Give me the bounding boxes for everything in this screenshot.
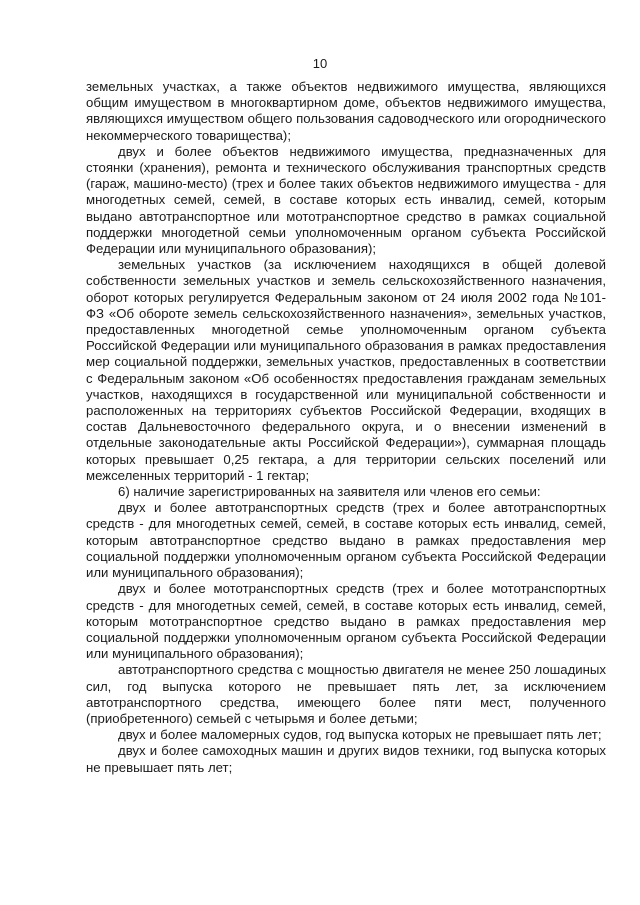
- paragraph: земельных участков (за исключением находящихся в общей долевой собственности земельных участков и земель сельскохозяйственного назначения, оборот которых регулируется Федеральным законом от 24 июля 2002 года №101-ФЗ «Об обороте земель сельскохозяйственного назначения», земельных участков, предоставленных многодетной семье уполномоченным органом субъекта Российской Федерации или муниципального образования в рамках предоставления мер социальной поддержки, земельных участков, предоставленных в соответствии с Федеральным законом «Об особенностях предоставления гражданам земельных участков, находящихся в государственной или муниципальной собственности и расположенных на территориях субъектов Российской Федерации, входящих в состав Дальневосточного федерального округа, и о внесении изменений в отдельные законодательные акты Российской Федерации»), суммарная площадь которых превышает 0,25 гектара, а для территории сельских поселений или межселенных территорий - 1 гектар;: [86, 257, 606, 483]
- paragraph: 6) наличие зарегистрированных на заявителя или членов его семьи:: [118, 484, 541, 500]
- document-body: [86, 79, 606, 776]
- paragraph: земельных участках, а также объектов недвижимого имущества, являющихся общим имуществом в многоквартирном доме, объектов недвижимого имущества, являющихся имуществом общего пользования садоводческого или огороднического некоммерческого товарищества);: [86, 79, 606, 143]
- page-number: 10: [312, 56, 328, 71]
- paragraph: двух и более мототранспортных средств (трех и более мототранспортных средств - для многодетных семей, семей, в составе которых есть инвалид, семей, которым мототранспортное средство выдано в рамках предоставления мер социальной поддержки уполномоченным органом субъекта Российской Федерации или муниципального образования);: [86, 581, 606, 662]
- paragraph: двух и более самоходных машин и других видов техники, год выпуска которых не превышает пять лет;: [86, 743, 606, 775]
- paragraph: автотранспортного средства с мощностью двигателя не менее 250 лошадиных сил, год выпуска которого не превышает пять лет, за исключением автотранспортного средства, имеющего более пяти мест, полученного (приобретенного) семьей с четырьмя и более детьми;: [86, 662, 606, 726]
- paragraph: двух и более автотранспортных средств (трех и более автотранспортных средств - для многодетных семей, семей, в составе которых есть инвалид, семей, которым автотранспортное средство выдано в рамках предоставления мер социальной поддержки уполномоченным органом субъекта Российской Федерации или муниципального образования);: [86, 500, 606, 581]
- paragraph: двух и более маломерных судов, год выпуска которых не превышает пять лет;: [118, 727, 602, 743]
- paragraph: двух и более объектов недвижимого имущества, предназначенных для стоянки (хранения), ремонта и технического обслуживания транспортных средств (гараж, машино-место) (трех и более таких объектов недвижимого имущества - для многодетных семей, семей, в составе которых есть инвалид, семей, которым выдано автотранспортное или мототранспортное средство в рамках социальной поддержки многодетной семьи уполномоченным органом субъекта Российской Федерации или муниципального образования);: [86, 143, 606, 257]
